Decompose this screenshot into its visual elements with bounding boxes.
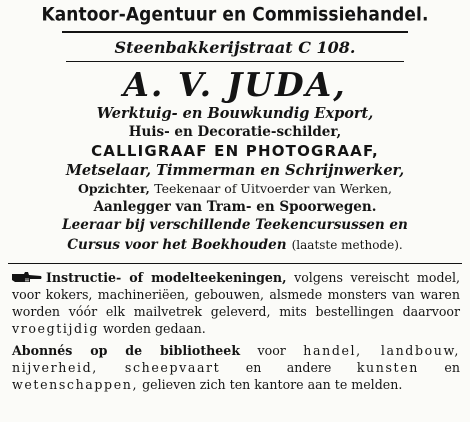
latest-method: (laatste methode).	[291, 238, 403, 252]
paragraph2-text-a: voor	[240, 343, 304, 358]
paragraph1-text-b: worden gedaan.	[98, 321, 206, 336]
ad-title: Kantoor-Agentuur en Commissiehandel.	[41, 4, 429, 26]
service-line-mason: Metselaar, Timmerman en Schrijnwerker,	[65, 162, 405, 179]
paragraph2-fields: handel, landbouw, nijverheid, scheepvaart	[12, 343, 460, 375]
title-divider	[62, 31, 408, 33]
bookkeeping-course: Cursus voor het Boekhouden	[67, 237, 287, 253]
service-line-overseer	[6, 180, 464, 198]
paragraph2-text-c: en	[418, 360, 460, 375]
paragraph2-lead: Abonnés op de bibliotheek	[12, 343, 241, 358]
paragraph2-arts: kunsten	[356, 360, 419, 375]
paragraph1-lead: Instructie- of modelteekeningen,	[46, 270, 287, 285]
service-line-bookkeeping	[6, 234, 464, 254]
section-divider	[8, 263, 462, 264]
paragraph2-sciences: wetenschappen,	[12, 377, 139, 392]
paragraph1-text-a: volgens vereischt model, voor kokers, machineriëen, gebouwen, alsmede monsters van waren worden vóór elk mailvetrek geleverd, mits bestellingen daarvoor	[12, 270, 460, 319]
draughtsman-label: Teekenaar of Uitvoerder van Werken,	[154, 181, 393, 196]
service-line-railways: Aanlegger van Tram- en Spoorwegen.	[93, 199, 377, 215]
service-line-painter: Huis- en Decoratie-schilder,	[128, 124, 342, 140]
address: Steenbakkerijstraat C 108.	[114, 38, 356, 57]
service-line-calligraph: CALLIGRAAF EN PHOTOGRAAF,	[91, 142, 379, 160]
overseer-label: Opzichter,	[77, 181, 150, 196]
service-line-export: Werktuig- en Bouwkundig Export,	[96, 105, 374, 122]
business-name: A. V. JUDA,	[123, 66, 347, 104]
paragraph-library	[12, 342, 460, 393]
paragraph2-text-b: en andere	[220, 360, 357, 375]
paragraph-model-drawings	[12, 269, 460, 337]
paragraph1-emphasis: vroegtijdig	[12, 321, 99, 336]
paragraph2-text-d: gelieven zich ten kantore aan te melden.	[138, 377, 403, 392]
pointing-hand-icon	[12, 272, 42, 283]
address-divider	[66, 61, 404, 62]
service-line-teacher: Leeraar bij verschillende Teekencursussen en	[62, 217, 408, 233]
